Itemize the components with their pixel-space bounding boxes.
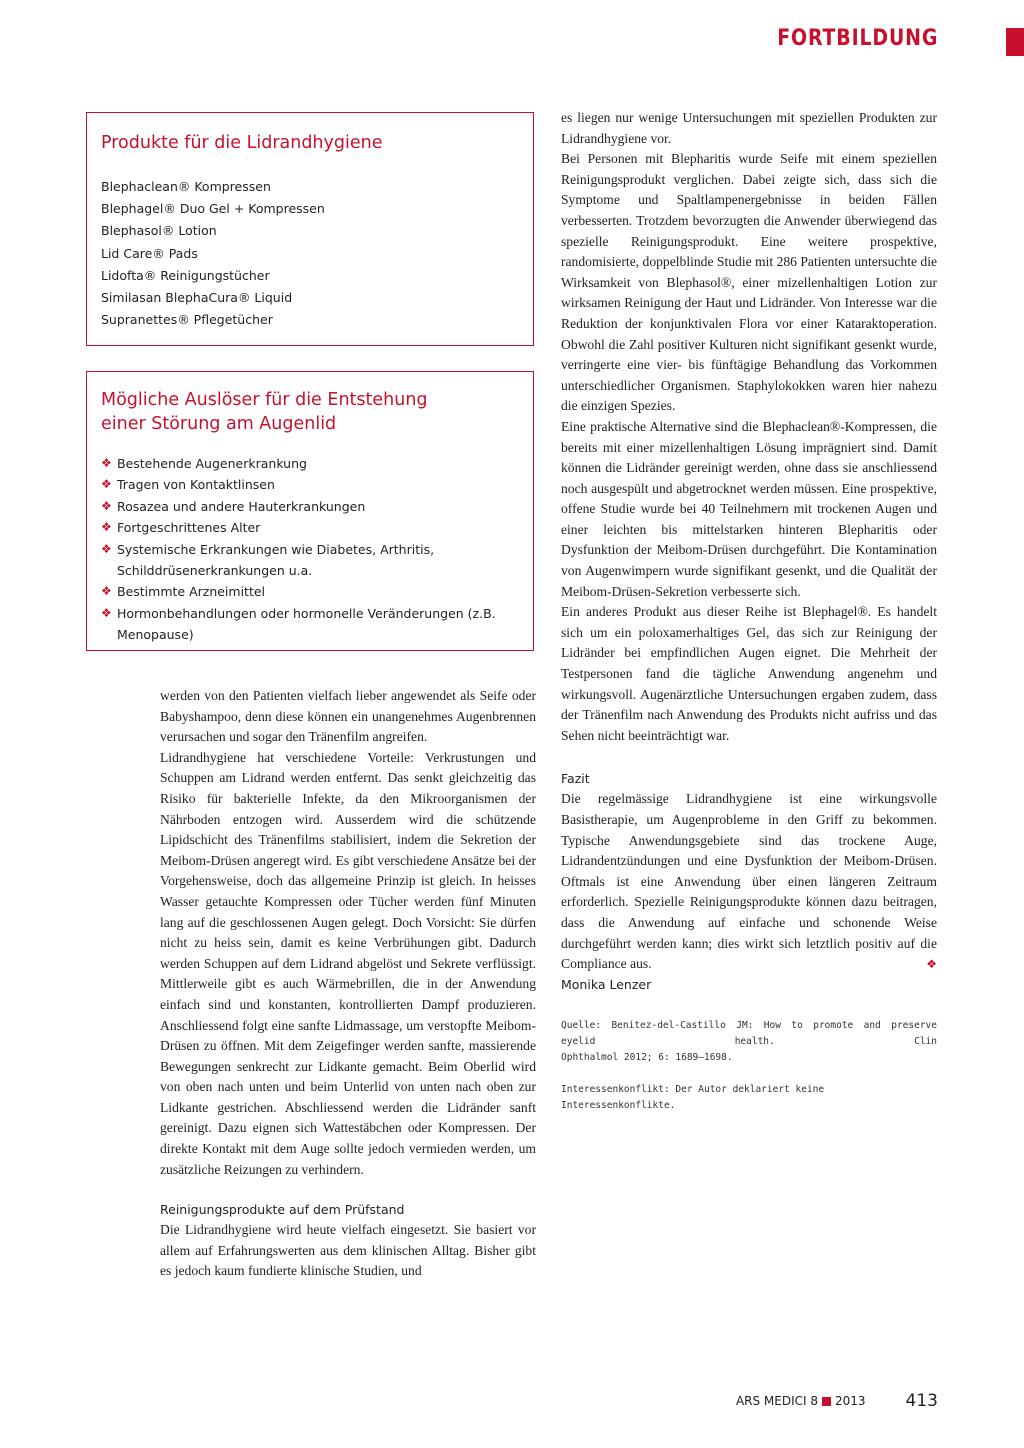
section-marker xyxy=(1006,28,1024,56)
end-mark-icon: ❖ xyxy=(926,957,937,972)
fazit-paragraph xyxy=(561,789,937,974)
right-column xyxy=(561,108,937,1114)
list-item xyxy=(101,539,519,582)
list-item-label: Bestimmte Arzneimittel xyxy=(117,584,266,600)
list-item: Blephaclean® Kompressen xyxy=(101,179,271,194)
subheading: Reinigungsprodukte auf dem Prüfstand xyxy=(160,1202,405,1218)
list-item xyxy=(101,603,519,646)
page-footer xyxy=(736,1391,938,1411)
source-citation xyxy=(561,1018,937,1066)
paragraph: Ein anderes Produkt aus dieser Reihe ist Blephagel®. Es handelt sich um ein poloxamerhaltiges Gel, das sich zur Reinigung der Lidränder bei empfindlichen Augen eignet. Die Mehrheit der Testpersonen fand die tägliche Anwendung angenehm und wirkungsvoll. Augenärztliche Untersuchungen ergaben zudem, dass der Tränenfilm nach Anwendung des Produkts nicht aufriss und das Sehen nicht beeinträchtigt war. xyxy=(561,604,937,743)
list-item: Similasan BlephaCura® Liquid xyxy=(101,290,293,306)
conflict-statement: Interessenkonflikt: Der Autor deklariert keine Interessenkonflikte. xyxy=(561,1083,825,1111)
fazit-text: Die regelmässige Lidrandhygiene ist eine wirkungsvolle Basistherapie, um Augenprobleme in den Griff zu bekommen. Typische Anwendungsgebiete sind das trockene Auge, Lidrandentzündungen und eine Dysfunktion der Meibom-Drüsen. Oftmals ist eine Anwendung über einen längeren Zeitraum erforderlich. Spezielle Reinigungsprodukte können dazu beitragen, dass die Anwendung auf einfache und schonende Weise durchgeführt werden kann; dies wirkt sich letztlich positiv auf die Compliance aus. xyxy=(561,791,937,972)
diamond-bullet-icon: ❖ xyxy=(101,477,112,492)
author-name: Monika Lenzer xyxy=(561,976,652,992)
diamond-bullet-icon: ❖ xyxy=(101,456,112,470)
list-item-label: Systemische Erkrankungen wie Diabetes, Arthritis, Schilddrüsenerkrankungen u.a. xyxy=(117,541,435,579)
list-item xyxy=(101,474,519,495)
diamond-bullet-icon: ❖ xyxy=(101,520,112,535)
paragraph: Bei Personen mit Blepharitis wurde Seife mit einem speziellen Reinigungsprodukt verglichen. Dabei zeigte sich, dass sich die Symptome und Spaltlampenergebnisse in beiden Fällen verbesserten. Trotzdem bevorzugten die Anwender überwiegend das spezielle Reinigungsprodukt. Eine weitere prospektive, randomisierte, doppelblinde Studie mit 286 Patienten untersuchte die Wirksamkeit von Blephasol®, einer mizellenhaltigen Lotion zur wirksamen Reinigung der Haut und Lidränder. Von Interesse war die Reduktion der konjunktivalen Flora vor einer Kataraktoperation. Obwohl die Zahl positiver Kulturen nicht signifikant gesenkt wurde, verringerte eine vier- bis fünftägige Behandlung das Vorkommen unterschiedlicher Organismen. Staphylokokken waren hier nahezu die einzigen Spezies. xyxy=(561,151,938,414)
products-list xyxy=(101,176,519,331)
list-item: Lidofta® Reinigungstücher xyxy=(101,267,270,283)
list-item xyxy=(101,581,519,602)
fazit-heading: Fazit xyxy=(561,771,590,787)
list-item-label: Tragen von Kontaktlinsen xyxy=(117,477,275,493)
list-item: Lid Care® Pads xyxy=(101,245,198,261)
source-line: Ophthalmol 2012; 6: 1689–1698. xyxy=(561,1051,733,1063)
triggers-box-title xyxy=(101,388,519,436)
paragraph: Lidrandhygiene hat verschiedene Vorteile: Verkrustungen und Schuppen am Lidrand werden entfernt. Das senkt gleichzeitig das Risiko für bakterielle Infekte, da den Mikroorganismen der Nährboden entzogen wird. Ausserdem wird die schützende Lipidschicht des Tränenfilms stabilisiert, indem die Sekretion der Meibom-Drüsen angeregt wird. Es gibt verschiedene Ansätze bei der Vorgehensweise, doch das allgemeine Prinzip ist gleich. In heisses Wasser getauchte Kompressen oder Tücher werden fünf Minuten lang auf die geschlossenen Augen gelegt. Doch Vorsicht: Sie dürfen nicht zu heiss sein, damit es keine Verbrühungen gibt. Dadurch werden Schuppen auf dem Lidrand abgelöst und Sekrete verflüssigt. Mittlerweile gibt es auch Wärmebrillen, die in der Anwendung einfach sind und konstanten, kontrollierten Dampf produzieren. Anschliessend folgt eine sanfte Lidmassage, um verstopfte Meibom-Drüsen zu öffnen. Mit dem Zeigefinger werden sanfte, massierende Bewegungen senkrecht zur Lidkante gemacht. Beim Oberlid wird von oben nach unten und beim Unterlid von unten nach oben zur Lidkante gestrichen. Abschliessend werden die Lidränder sanft gereinigt. Dazu eignen sich Wattestäbchen oder Kompressen. Der direkte Kontakt mit dem Auge sollte jedoch vermieden werden, um zusätzliche Reizungen zu verhindern. xyxy=(160,749,536,1177)
left-column xyxy=(160,686,536,1282)
list-item: Blephasol® Lotion xyxy=(101,223,217,239)
paragraph: Die Lidrandhygiene wird heute vielfach eingesetzt. Sie basiert vor allem auf Erfahrungswerten aus dem klinischen Alltag. Bisher gibt es jedoch kaum fundierte klinische Studien, und xyxy=(160,1222,536,1279)
section-label: FORTBILDUNG xyxy=(776,26,938,51)
products-box xyxy=(86,112,534,346)
triggers-list xyxy=(101,453,519,646)
list-item-label: Fortgeschrittenes Alter xyxy=(117,520,261,536)
list-item-label: Bestehende Augenerkrankung xyxy=(117,456,307,471)
journal-year: 2013 xyxy=(835,1394,866,1408)
diamond-bullet-icon: ❖ xyxy=(101,605,112,620)
paragraph: es liegen nur wenige Untersuchungen mit speziellen Produkten zur Lidrandhygiene vor. xyxy=(561,110,937,146)
triggers-box xyxy=(86,371,534,651)
source-line: Quelle: Benitez-del-Castillo JM: How to promote and preserve eyelid health. Clin xyxy=(561,1019,937,1047)
list-item: Blephagel® Duo Gel + Kompressen xyxy=(101,201,325,217)
list-item-label: Rosazea und andere Hauterkrankungen xyxy=(117,498,366,514)
title-line: Mögliche Auslöser für die Entstehung xyxy=(101,390,428,410)
journal-name: ARS MEDICI 8 xyxy=(735,1394,818,1408)
list-item xyxy=(101,453,519,474)
list-item-label: Hormonbehandlungen oder hormonelle Veränderungen (z.B. Menopause) xyxy=(117,605,496,643)
diamond-bullet-icon: ❖ xyxy=(101,498,112,513)
list-item: Supranettes® Pflegetücher xyxy=(101,312,273,328)
paragraph: werden von den Patienten vielfach lieber angewendet als Seife oder Babyshampoo, denn diese können ein unangenehmes Augenbrennen verursachen und sogar den Tränenfilm angreifen. xyxy=(160,688,536,745)
products-box-title: Produkte für die Lidrandhygiene xyxy=(101,133,383,153)
paragraph: Eine praktische Alternative sind die Blephaclean®-Kompressen, die bereits mit einer mizellenhaltigen Lösung imprägniert sind. Damit können die Lidränder gereinigt werden, ohne dass sie anschliessend noch ausgespült und abgetrocknet werden müssen. Eine prospektive, offene Studie wurde bei 40 Teilnehmern mit trockenen Augen und einer leichten bis mittelstarken hinteren Blepharitis oder Dysfunktion der Meibom-Drüsen durchgeführt. Die Kontamination von Augenwimpern wurde signifikant gesenkt, und die Qualität der Meibom-Drüsen-Sekretion verbesserte sich. xyxy=(561,418,937,599)
list-item xyxy=(101,496,519,517)
diamond-bullet-icon: ❖ xyxy=(101,541,112,556)
title-line: einer Störung am Augenlid xyxy=(101,414,337,434)
list-item xyxy=(101,517,519,538)
square-separator-icon xyxy=(822,1397,831,1406)
diamond-bullet-icon: ❖ xyxy=(101,584,112,599)
page-number: 413 xyxy=(905,1391,938,1411)
